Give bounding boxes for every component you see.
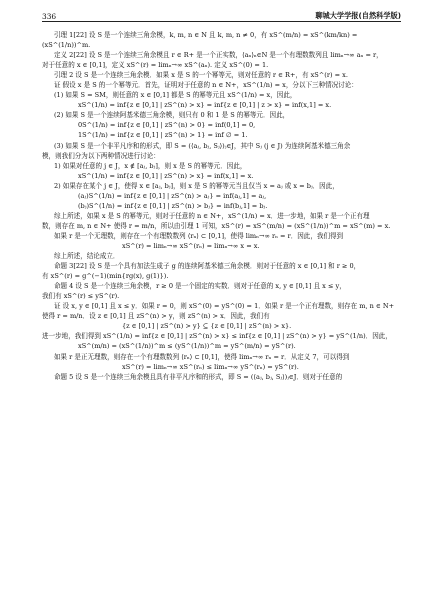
text-line: 有 xS^(r) = g^(−1)(min{rg(x), g(1)}). <box>42 272 169 281</box>
text-line: (bⱼ)S^(1/n) = inf{z ∈ [0,1] | zS^(n) > bⱼ} = inf(bⱼ,1] = bⱼ. <box>78 201 268 210</box>
text-line: 命题 5 设 S 是一个连续三角余模且具有非平凡序和的形式，即 S = (⟨aⱼ, bⱼ, Sⱼ⟩)ⱼ∈J．则对于任意的 <box>54 372 343 381</box>
text-line: 1S^(1/n) = inf{z ∈ [0,1] | zS^(n) > 1} = inf ∅ = 1. <box>78 131 248 140</box>
text-line: 2) 如果存在某个 j ∈ J，使得 x ∈ [aⱼ, bⱼ]，则 x 是 S 的幂等元当且仅当 x = aⱼ 或 x = bⱼ．因此， <box>54 181 339 190</box>
text-line: 数，则存在 m, n ∈ N+ 使得 r = m/n，所以由引理 1 可知，xS^(r) = xS^(m/n) = (xS^(1/n))^m = xS^(m) = x. <box>42 221 391 230</box>
text-line: 引理 2 设 S 是一个连续三角余模．如果 x 是 S 的一个幂等元，则对任意的 r ∈ R+，有 xS^(r) = x. <box>54 71 348 80</box>
text-line: (2) 如果 S 是一个连续阿基米德三角余模，则只有 0 和 1 是 S 的幂等元．因此， <box>54 111 290 120</box>
text-line: 引理 1[22] 设 S 是一个连续三角余模，k, m, n ∈ N 且 k, m, n ≠ 0，有 xS^(m/n) = xS^(km/kn) = <box>54 31 358 39</box>
text-line: 证 设 x, y ∈ [0,1] 且 x ≤ y．如果 r = 0，则 xS^(0) = yS^(0) = 1．如果 r 是一个正有理数，则存在 m, n ∈ N+ <box>54 302 395 311</box>
text-line: (1) 如果 S = SM，则任意的 x ∈ [0,1] 都是 S 的幂等元且 xS^(1/n) = x，因此， <box>54 91 297 100</box>
text-line: (3) 如果 S 是一个非平凡序和的形式，即 S = (⟨aⱼ, bⱼ, Sⱼ⟩)ⱼ∈J，其中 Sⱼ (j ∈ J) 为连续阿基米德三角余 <box>54 141 351 150</box>
article-body <box>42 30 401 382</box>
text-line: 如果 r 是一个无理数，则存在一个有理数数列 ⟨rₙ⟩ ⊂ [0,1]，使得 limₙ→∞ rₙ = r．因此，我们得到 <box>54 231 344 240</box>
text-line: {z ∈ [0,1] | zS^(n) > y} ⊆ {z ∈ [0,1] | zS^(n) > x}. <box>122 322 292 331</box>
text-line: 综上所述，结论成立． <box>54 252 120 261</box>
text-line: xS^(r) = limₙ→∞ xS^(rₙ) = limₙ→∞ x = x. <box>122 241 260 250</box>
text-line: 命题 3[22] 设 S 是一个具有加法生成子 g 的连续阿基米德三角余模．则对于任意的 x ∈ [0,1] 和 r ≥ 0， <box>54 262 361 271</box>
page-number: 336 <box>42 12 57 21</box>
text-line: 我们有 xS^(r) ≤ yS^(r). <box>42 292 120 301</box>
text-line: 命题 4 设 S 是一个连续三角余模，r ≥ 0 是一个固定的实数．则对于任意的 x, y ∈ [0,1] 且 x ≤ y， <box>54 282 346 291</box>
text-line: xS^(m/n) = (xS^(1/n))^m ≤ (yS^(1/n))^m = yS^(m/n) = yS^(r). <box>78 342 296 351</box>
text-line: 使得 r = m/n．设 z ∈ [0,1] 且 zS^(n) > y，则 zS^(n) > x．因此，我们有 <box>42 312 270 321</box>
text-line: 0S^(1/n) = inf{z ∈ [0,1] | zS^(n) > 0} = inf(0,1] = 0, <box>78 121 256 130</box>
text-line: 进一步地，我们得到 xS^(1/n) = inf{z ∈ [0,1] | zS^(n) > x} ≤ inf{z ∈ [0,1] | zS^(n) > y} = yS^(1/n)．因此， <box>42 332 392 341</box>
text-line: xS^(r) = limₙ→∞ xS^(rₙ) ≤ limₙ→∞ yS^(rₙ) = yS^(r). <box>122 362 299 371</box>
text-line: (aⱼ)S^(1/n) = inf{z ∈ [0,1] | zS^(n) > aⱼ} = inf(aⱼ,1] = aⱼ, <box>78 191 267 200</box>
text-line: xS^(1/n) = inf{z ∈ [0,1] | zS^(n) > x} = inf(x,1] = x. <box>78 171 254 180</box>
text-line: 定义 2[22] 设 S 是一个连续三角余模且 r ∈ R+ 是一个正实数，⟨aₙ⟩ₙ∈N 是一个有理数数列且 limₙ→∞ aₙ = r， <box>54 51 383 60</box>
text-line: xS^(1/n) = inf{z ∈ [0,1] | zS^(n) > x} = inf{z ∈ [0,1] | z > x} = inf(x,1] = x. <box>78 101 332 110</box>
text-line: 证 假设 x 是 S 的一个幂等元．首先，证明对于任意的 n ∈ N+，xS^(1/n) = x，分以下三种情况讨论： <box>54 81 358 90</box>
page-header <box>42 0 401 22</box>
text-line: 综上所述，如果 x 是 S 的幂等元，则对于任意的 n ∈ N+，xS^(1/n) = x．进一步地，如果 r 是一个正有理 <box>54 211 370 220</box>
text-line: 如果 r 是正无理数，则存在一个有理数数列 ⟨rₙ⟩ ⊂ [0,1]，使得 limₙ→∞ rₙ = r．从定义 7，可以得到 <box>54 352 350 361</box>
text-line: 对于任意的 x ∈ [0,1]，定义 xS^(r) = limₙ→∞ xS^(aₙ). 定义 xS^(0) = 1. <box>42 61 269 70</box>
journal-title: 聊城大学学报(自然科学版) <box>315 11 401 20</box>
text-line: 1) 如果对任意的 j ∈ J，x ∉ [aⱼ, bⱼ]，则 x 是 S 的幂等元．因此， <box>54 161 247 170</box>
text-line: (xS^(1/n))^m. <box>42 41 91 50</box>
text-line: 模，则我们分为以下两种情况进行讨论： <box>42 151 160 160</box>
